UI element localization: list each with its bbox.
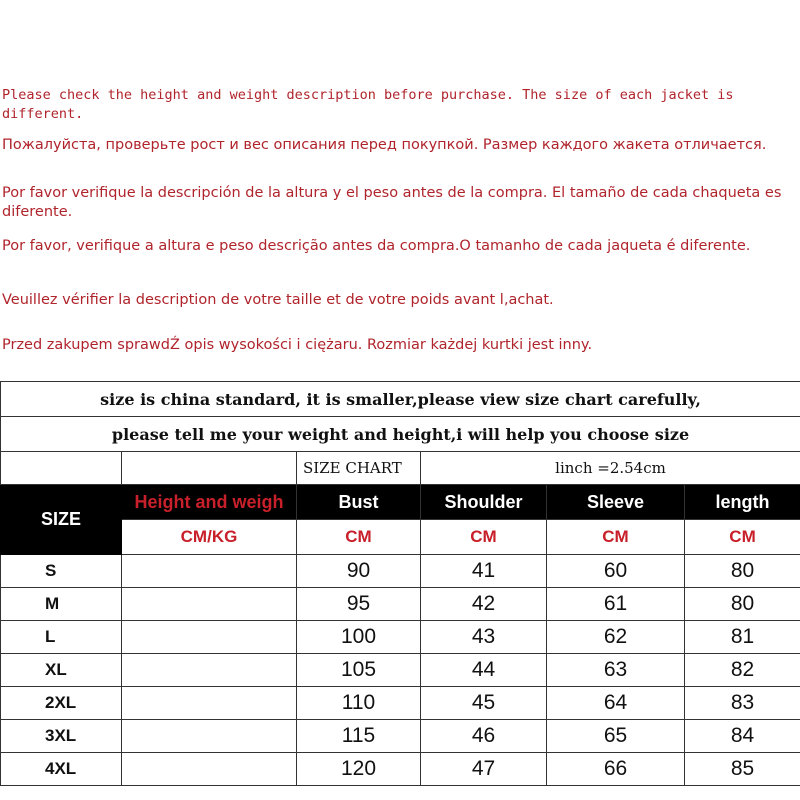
sleeve-cell: 61 [547, 588, 685, 621]
note-french: Veuillez vérifier la description de votre taille et de votre poids avant l‚achat. [2, 292, 554, 308]
size-header: SIZE [1, 485, 122, 555]
size-cell: L [1, 621, 122, 654]
table-row [1, 654, 800, 687]
length-cell: 80 [685, 588, 800, 621]
note-portuguese: Por favor, verifique a altura e peso descrição antes da compra.O tamanho de cada jaqueta é diferente. [2, 238, 751, 254]
length-cell: 82 [685, 654, 800, 687]
height-weight-unit: CM/KG [122, 520, 297, 555]
length-cell: 83 [685, 687, 800, 720]
shoulder-cell: 41 [421, 555, 547, 588]
sleeve-cell: 63 [547, 654, 685, 687]
length-cell: 80 [685, 555, 800, 588]
size-cell: 4XL [1, 753, 122, 786]
bust-cell: 110 [297, 687, 421, 720]
size-chart-label: SIZE CHART [297, 452, 421, 485]
shoulder-unit: CM [421, 520, 547, 555]
shoulder-cell: 45 [421, 687, 547, 720]
height-weight-cell [122, 753, 297, 786]
bust-unit: CM [297, 520, 421, 555]
table-row [1, 753, 800, 786]
table-row [1, 687, 800, 720]
inch-conversion-note: linch =2.54cm [421, 452, 800, 485]
size-cell: S [1, 555, 122, 588]
height-weight-header: Height and weigh [122, 485, 297, 520]
height-weight-cell [122, 555, 297, 588]
shoulder-cell: 46 [421, 720, 547, 753]
header-row [1, 485, 800, 520]
chart-title-row [1, 452, 800, 485]
table-row [1, 621, 800, 654]
length-cell: 85 [685, 753, 800, 786]
bust-header: Bust [297, 485, 421, 520]
height-weight-cell [122, 687, 297, 720]
bust-cell: 90 [297, 555, 421, 588]
sleeve-header: Sleeve [547, 485, 685, 520]
height-weight-cell [122, 720, 297, 753]
height-weight-cell [122, 654, 297, 687]
blank-cell [122, 452, 297, 485]
table-row [1, 555, 800, 588]
bust-cell: 95 [297, 588, 421, 621]
size-rows [1, 555, 800, 786]
height-weight-cell [122, 588, 297, 621]
sleeve-cell: 62 [547, 621, 685, 654]
shoulder-cell: 47 [421, 753, 547, 786]
size-cell: XL [1, 654, 122, 687]
china-standard-note: size is china standard, it is smaller,please view size chart carefully, [1, 382, 800, 417]
shoulder-cell: 42 [421, 588, 547, 621]
size-cell: M [1, 588, 122, 621]
length-unit: CM [685, 520, 800, 555]
table-row [1, 720, 800, 753]
bust-cell: 120 [297, 753, 421, 786]
bust-cell: 115 [297, 720, 421, 753]
note-russian: Пожалуйста, проверьте рост и вес описания перед покупкой. Размер каждого жакета отличается. [2, 137, 767, 153]
shoulder-header: Shoulder [421, 485, 547, 520]
note-spanish: Por favor verifique la descripción de la altura y el peso antes de la compra. El tamaño de cada chaqueta es diferente. [2, 185, 782, 220]
size-cell: 3XL [1, 720, 122, 753]
shoulder-cell: 44 [421, 654, 547, 687]
sleeve-cell: 66 [547, 753, 685, 786]
sleeve-cell: 64 [547, 687, 685, 720]
banner-row-1 [1, 382, 800, 417]
height-weight-cell [122, 621, 297, 654]
note-polish: Przed zakupem sprawdŹ opis wysokości i ciężaru. Rozmiar każdej kurtki jest inny. [2, 337, 593, 353]
table-row [1, 588, 800, 621]
length-cell: 84 [685, 720, 800, 753]
choose-size-note: please tell me your weight and height,i will help you choose size [1, 417, 800, 452]
note-english: Please check the height and weight description before purchase. The size of each jacket is different. [2, 87, 734, 122]
bust-cell: 105 [297, 654, 421, 687]
sleeve-unit: CM [547, 520, 685, 555]
sleeve-cell: 65 [547, 720, 685, 753]
shoulder-cell: 43 [421, 621, 547, 654]
blank-cell [1, 452, 122, 485]
sleeve-cell: 60 [547, 555, 685, 588]
purchase-notes [0, 0, 800, 380]
banner-row-2 [1, 417, 800, 452]
size-chart-table [0, 381, 800, 786]
bust-cell: 100 [297, 621, 421, 654]
length-cell: 81 [685, 621, 800, 654]
size-cell: 2XL [1, 687, 122, 720]
length-header: length [685, 485, 800, 520]
